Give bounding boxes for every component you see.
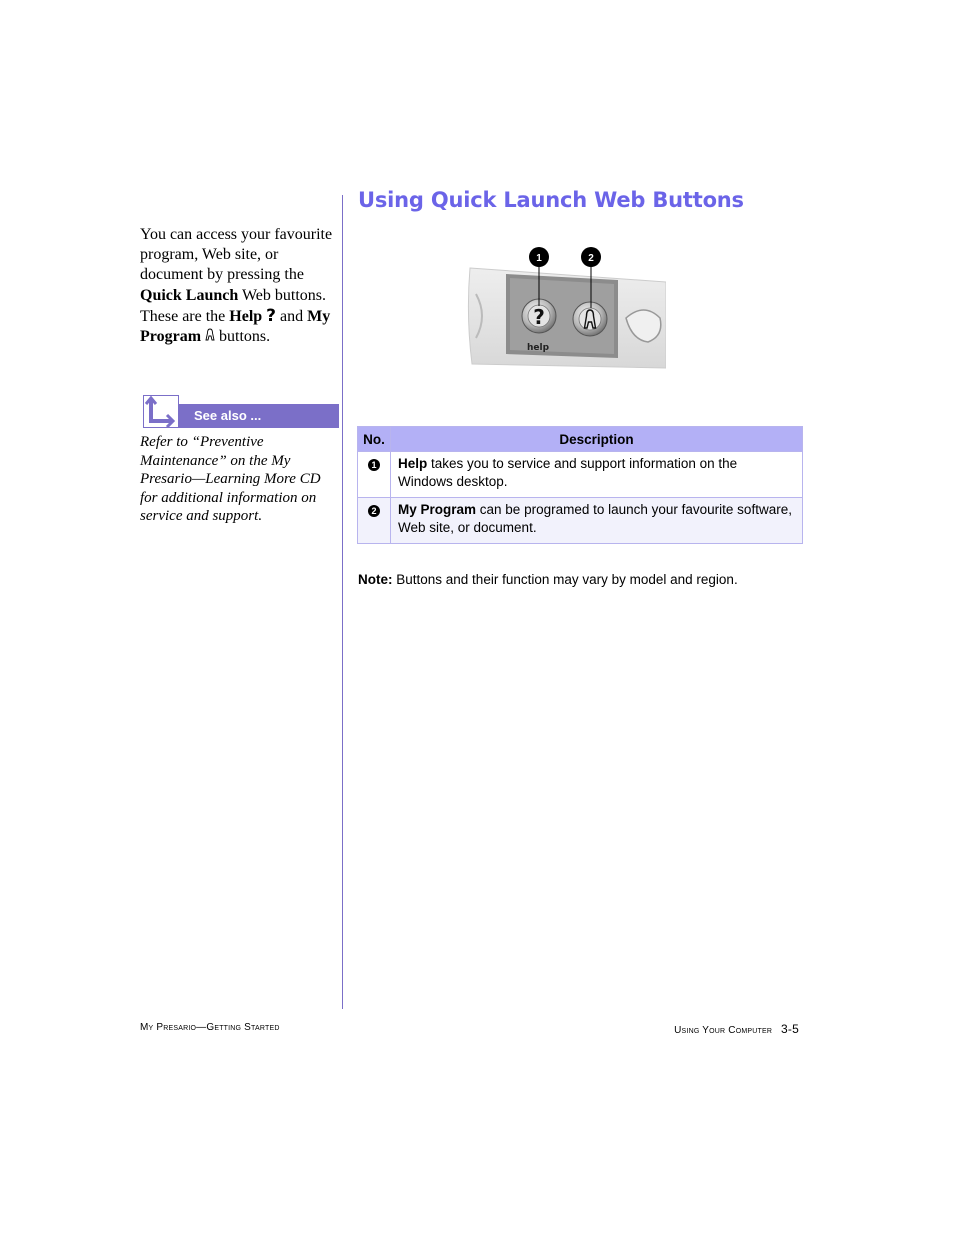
see-also-label: See also ... bbox=[194, 408, 262, 423]
my-program-icon bbox=[205, 328, 215, 342]
page-number: 3-5 bbox=[781, 1022, 799, 1036]
quick-launch-term: Quick Launch bbox=[140, 286, 239, 304]
help-icon: ? bbox=[266, 305, 277, 326]
callout-2: 2 bbox=[588, 253, 594, 264]
my-program-term: My Program bbox=[140, 307, 331, 346]
table-header-row bbox=[358, 427, 803, 452]
header-no: No. bbox=[358, 427, 391, 452]
column-divider bbox=[342, 195, 343, 1009]
svg-text:?: ? bbox=[533, 305, 545, 329]
help-button-label: help bbox=[526, 343, 550, 353]
table-row: 1 Help takes you to service and support information on the Windows desktop. bbox=[358, 452, 803, 498]
footer-book-title: My Presario—Getting Started bbox=[140, 1022, 280, 1033]
header-description: Description bbox=[391, 427, 803, 452]
number-badge: 1 bbox=[368, 459, 380, 471]
number-badge: 2 bbox=[368, 505, 380, 517]
table-row: 2 My Program can be programed to launch your favourite software, Web site, or document. bbox=[358, 498, 803, 544]
help-term: Help bbox=[229, 307, 263, 325]
see-also-text: Refer to “Preventive Maintenance” on the My Presario—Learning More CD for additional information on service and support. bbox=[140, 434, 321, 525]
buttons-description-table bbox=[357, 426, 803, 544]
quick-launch-buttons-illustration bbox=[466, 246, 666, 376]
footer-section: Using Your Computer 3-5 bbox=[674, 1022, 799, 1036]
see-also-arrow-icon bbox=[143, 395, 179, 428]
callout-1: 1 bbox=[536, 253, 542, 264]
note: Note: Buttons and their function may vary by model and region. bbox=[358, 572, 738, 587]
intro-paragraph: You can access your favourite program, Web site, or document by pressing the Quick Launch Web buttons. These are the Help ? and My Program buttons. bbox=[140, 226, 333, 346]
note-label: Note: bbox=[358, 572, 393, 587]
page-title: Using Quick Launch Web Buttons bbox=[358, 188, 744, 212]
